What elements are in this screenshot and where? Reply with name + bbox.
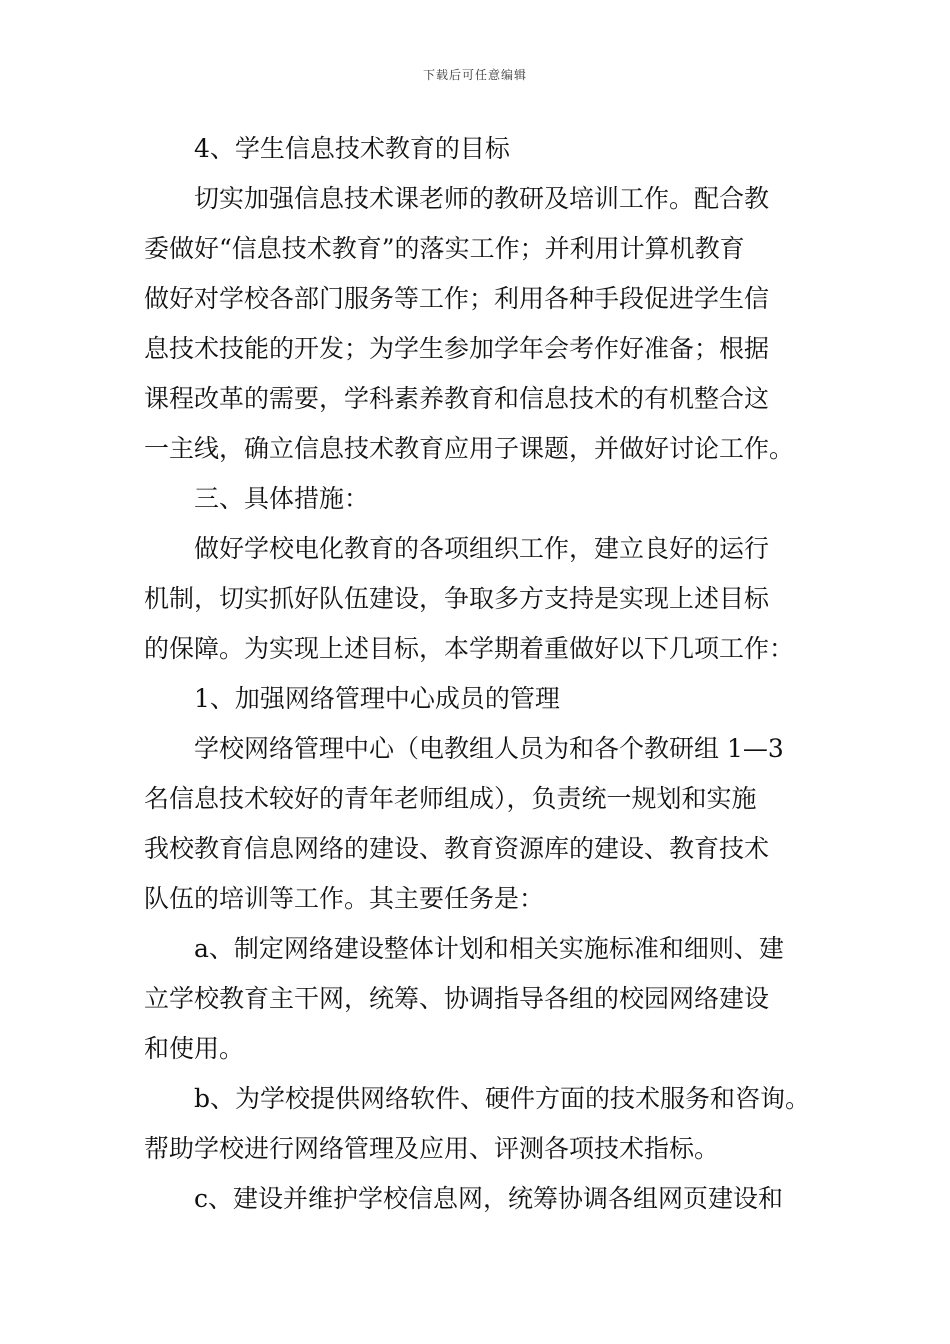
paragraph-line: 名信息技术较好的青年老师组成），负责统一规划和实施 [144, 784, 757, 813]
paragraph-line: 队伍的培训等工作。其主要任务是： [144, 884, 545, 913]
paragraph-line: 做好学校电化教育的各项组织工作，建立良好的运行 [194, 534, 770, 563]
paragraph-line: 的保障。为实现上述目标，本学期着重做好以下几项工作： [144, 634, 795, 663]
heading-student-it-goal: 4、学生信息技术教育的目标 [194, 134, 510, 163]
paragraph-line: 机制，切实抓好队伍建设，争取多方支持是实现上述目标 [144, 584, 770, 613]
paragraph-line: 息技术技能的开发；为学生参加学年会考作好准备；根据 [144, 334, 770, 363]
paragraph-line: 课程改革的需要，学科素养教育和信息技术的有机整合这 [144, 384, 770, 413]
paragraph-line: 委做好“信息技术教育”的落实工作；并利用计算机教育 [144, 234, 745, 263]
paragraph-line: 一主线，确立信息技术教育应用子课题，并做好讨论工作。 [144, 434, 795, 463]
paragraph-line: 我校教育信息网络的建设、教育资源库的建设、教育技术 [144, 834, 770, 863]
header-note: 下载后可任意编辑 [422, 68, 527, 82]
heading-specific-measures: 三、具体措施： [194, 484, 370, 513]
paragraph-line: 切实加强信息技术课老师的教研及培训工作。配合教 [194, 184, 770, 213]
list-item-b: b、为学校提供网络软件、硬件方面的技术服务和咨询。 [194, 1084, 811, 1113]
paragraph-line: 立学校教育主干网，统筹、协调指导各组的校园网络建设 [144, 984, 770, 1013]
list-item-c: c、建设并维护学校信息网，统筹协调各组网页建设和 [194, 1184, 784, 1213]
paragraph-line: 学校网络管理中心（电教组人员为和各个教研组 1—3 [194, 734, 784, 763]
paragraph-line: 帮助学校进行网络管理及应用、评测各项技术指标。 [144, 1134, 720, 1163]
paragraph-line: 和使用。 [144, 1034, 245, 1063]
list-item-a: a、制定网络建设整体计划和相关实施标准和细则、建 [194, 934, 784, 963]
heading-network-center: 1、加强网络管理中心成员的管理 [194, 684, 560, 713]
paragraph-line: 做好对学校各部门服务等工作；利用各种手段促进学生信 [144, 284, 770, 313]
